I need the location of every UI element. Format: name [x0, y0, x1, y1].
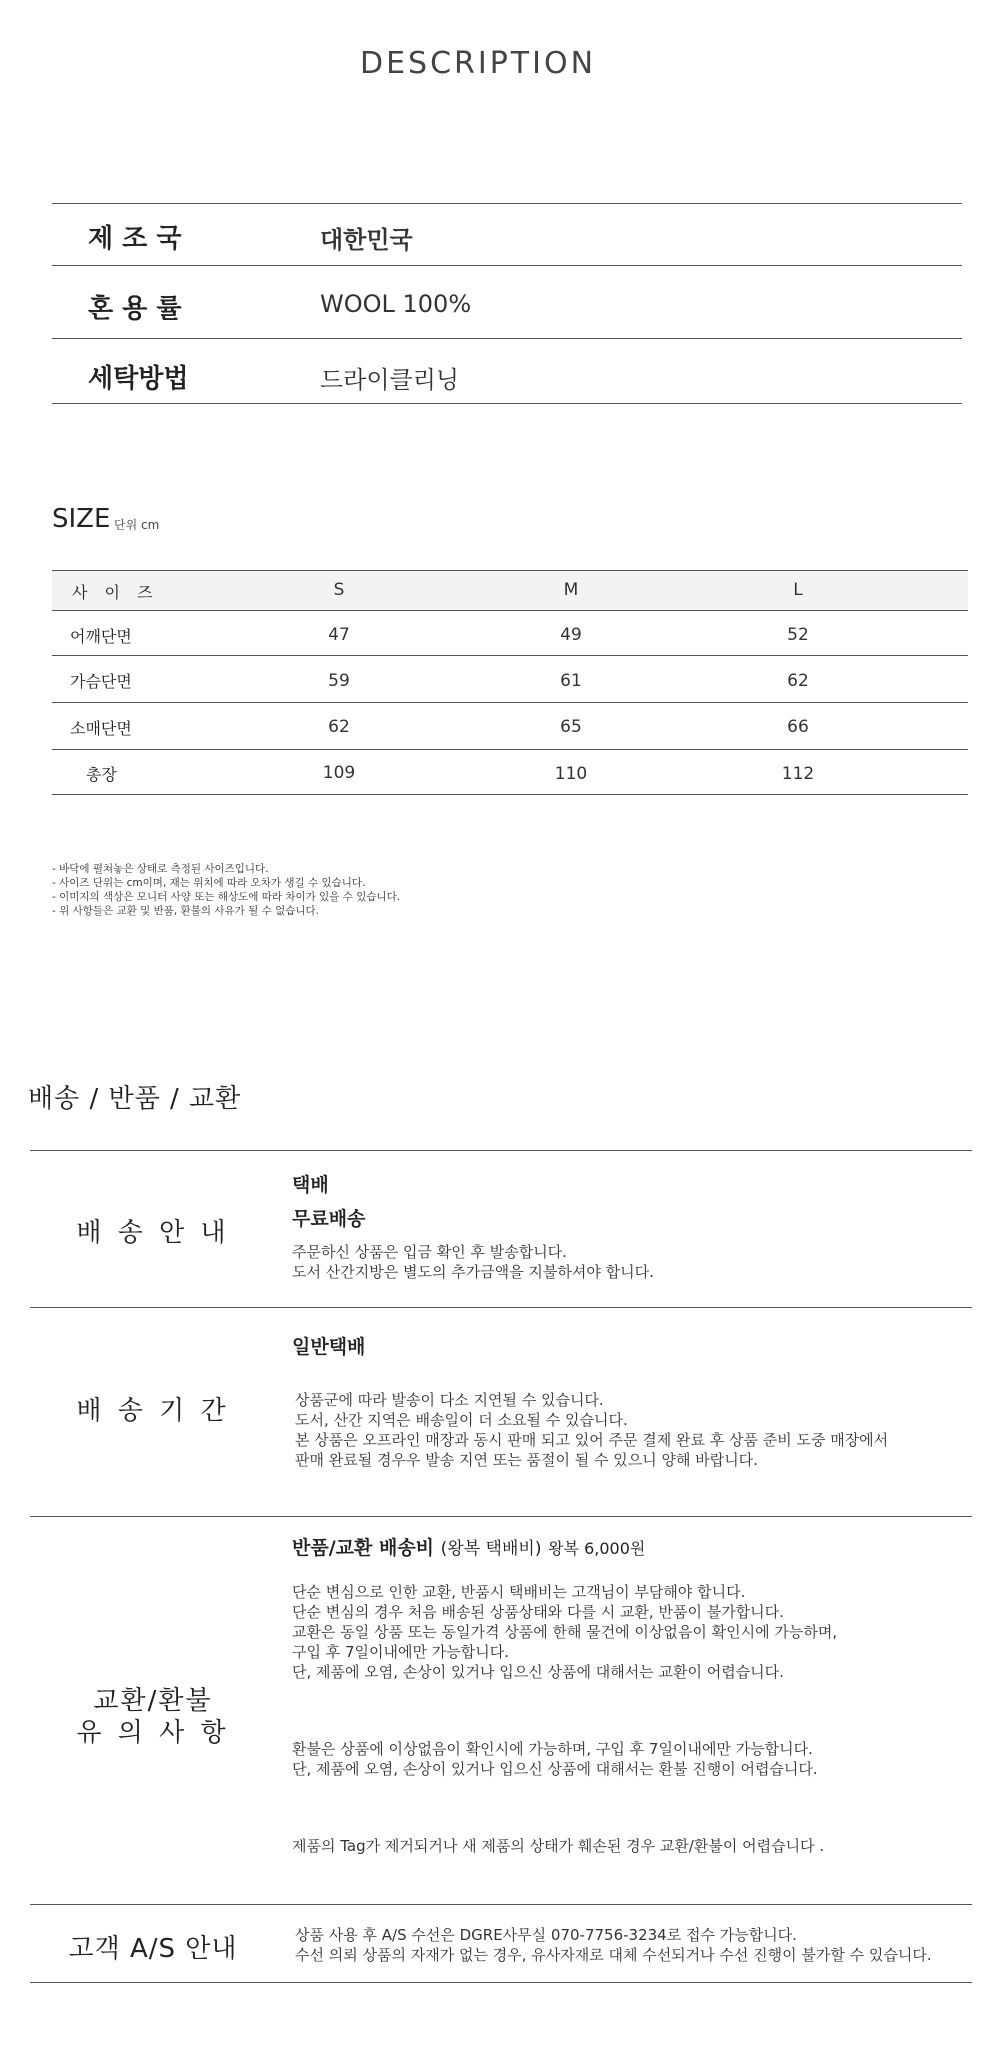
info-value-blend: WOOL 100% [320, 290, 472, 318]
size-note: - 이미지의 색상은 모니터 사양 또는 해상도에 따라 차이가 있을 수 있습니다. [52, 891, 401, 903]
refund-text-3: 제품의 Tag가 제거되거나 새 제품의 상태가 훼손된 경우 교환/환불이 어렵습니다 . [292, 1837, 825, 1855]
size-row-label: 가슴단면 [70, 672, 132, 691]
delivery-fee: 무료배송 [292, 1208, 366, 1230]
size-note: - 위 사항들은 교환 및 반품, 환불의 사유가 될 수 없습니다. [52, 905, 319, 917]
size-notes [52, 862, 400, 918]
period-head: 일반택배 [292, 1336, 366, 1358]
divider [30, 1307, 972, 1308]
delivery-text: 주문하신 상품은 입금 확인 후 발송합니다. 도서 산간지방은 별도의 추가금액을 지불하셔야 합니다. [292, 1243, 654, 1281]
shipping-title: 배송 / 반품 / 교환 [28, 1084, 242, 1114]
size-header-s: S [333, 580, 345, 600]
refund-head-price: 왕복 6,000원 [548, 1539, 646, 1558]
period-text: 상품군에 따라 발송이 다소 지연될 수 있습니다. 도서, 산간 지역은 배송일이 더 소요될 수 있습니다. 본 상품은 오프라인 매장과 동시 판매 되고 있어 주문 결제 완료 후 상품 준비 도중 매장에서 판매 완료될 경우우 발송 지연 또는 품절이 될 수 있으니 양해 바랍니다. [295, 1391, 889, 1469]
divider [52, 749, 968, 750]
refund-text-1: 단순 변심으로 인한 교환, 반품시 택배비는 고객님이 부담해야 합니다. 단순 변심의 경우 처음 배송된 상품상태와 다를 시 교환, 반품이 불가합니다. 교환은 동일 상품 또는 동일가격 상품에 한해 물건에 이상없음이 확인시에 가능하며, 구입 후 7일이내에만 가능합니다. 단, 제품에 오염, 손상이 있거나 입으신 상품에 대해서는 교환이 어렵습니다. [292, 1583, 838, 1681]
info-value-origin: 대한민국 [320, 226, 413, 254]
divider [30, 1904, 972, 1905]
divider [52, 570, 968, 571]
delivery-method: 택배 [292, 1174, 329, 1196]
info-label-blend: 혼 용 률 [88, 294, 182, 324]
divider [52, 794, 968, 795]
delivery-label: 배 송 안 내 [76, 1218, 230, 1248]
divider [52, 610, 968, 611]
divider [30, 1150, 972, 1151]
size-header-m: M [563, 580, 579, 600]
size-cell: 65 [560, 717, 582, 737]
size-row-label: 어깨단면 [70, 627, 132, 646]
size-header-label: 사 이 즈 [72, 583, 159, 602]
refund-label-line2: 유 의 사 항 [76, 1718, 230, 1748]
size-row-label: 총장 [86, 765, 117, 784]
info-label-origin: 제 조 국 [88, 224, 182, 254]
size-row-label: 소매단면 [70, 719, 132, 738]
divider [52, 702, 968, 703]
size-cell: 49 [560, 625, 582, 645]
refund-head [292, 1533, 645, 1560]
size-header-l: L [793, 580, 803, 600]
refund-label-line1: 교환/환불 [93, 1686, 213, 1716]
divider [52, 203, 962, 204]
page-title: DESCRIPTION [359, 46, 597, 81]
divider [52, 655, 968, 656]
size-cell: 109 [322, 763, 356, 783]
as-text: 상품 사용 후 A/S 수선은 DGRE사무실 070-7756-3234로 접수 가능합니다. 수선 의뢰 상품의 자재가 없는 경우, 유사자재로 대체 수선되거나 수선 진행이 불가할 수 있습니다. [295, 1926, 932, 1964]
size-unit: 단위 cm [114, 518, 160, 532]
size-cell: 62 [787, 671, 809, 691]
size-note: - 바닥에 펼쳐놓은 상태로 측정된 사이즈입니다. [52, 863, 269, 875]
size-note: - 사이즈 단위는 cm이며, 재는 위치에 따라 오차가 생길 수 있습니다. [52, 877, 366, 889]
refund-head-note: (왕복 택배비) [440, 1539, 542, 1559]
refund-head-title: 반품/교환 배송비 [292, 1537, 435, 1559]
size-title: SIZE [52, 504, 111, 534]
info-value-washing: 드라이클리닝 [320, 366, 460, 394]
divider [30, 1516, 972, 1517]
info-label-washing: 세탁방법 [88, 364, 189, 394]
divider [52, 265, 962, 266]
period-label: 배 송 기 간 [76, 1396, 230, 1426]
size-cell: 66 [787, 717, 809, 737]
divider [52, 403, 962, 404]
size-cell: 47 [328, 625, 350, 645]
size-cell: 62 [328, 717, 350, 737]
refund-text-2: 환불은 상품에 이상없음이 확인시에 가능하며, 구입 후 7일이내에만 가능합니다. 단, 제품에 오염, 손상이 있거나 입으신 상품에 대해서는 환불 진행이 어렵습니다. [292, 1740, 818, 1778]
size-cell: 52 [787, 625, 809, 645]
size-cell: 61 [560, 671, 582, 691]
divider [30, 1982, 972, 1983]
divider [52, 338, 962, 339]
size-cell: 59 [328, 671, 350, 691]
size-cell: 112 [781, 764, 815, 784]
as-label: 고객 A/S 안내 [68, 1934, 238, 1964]
size-cell: 110 [554, 764, 588, 784]
